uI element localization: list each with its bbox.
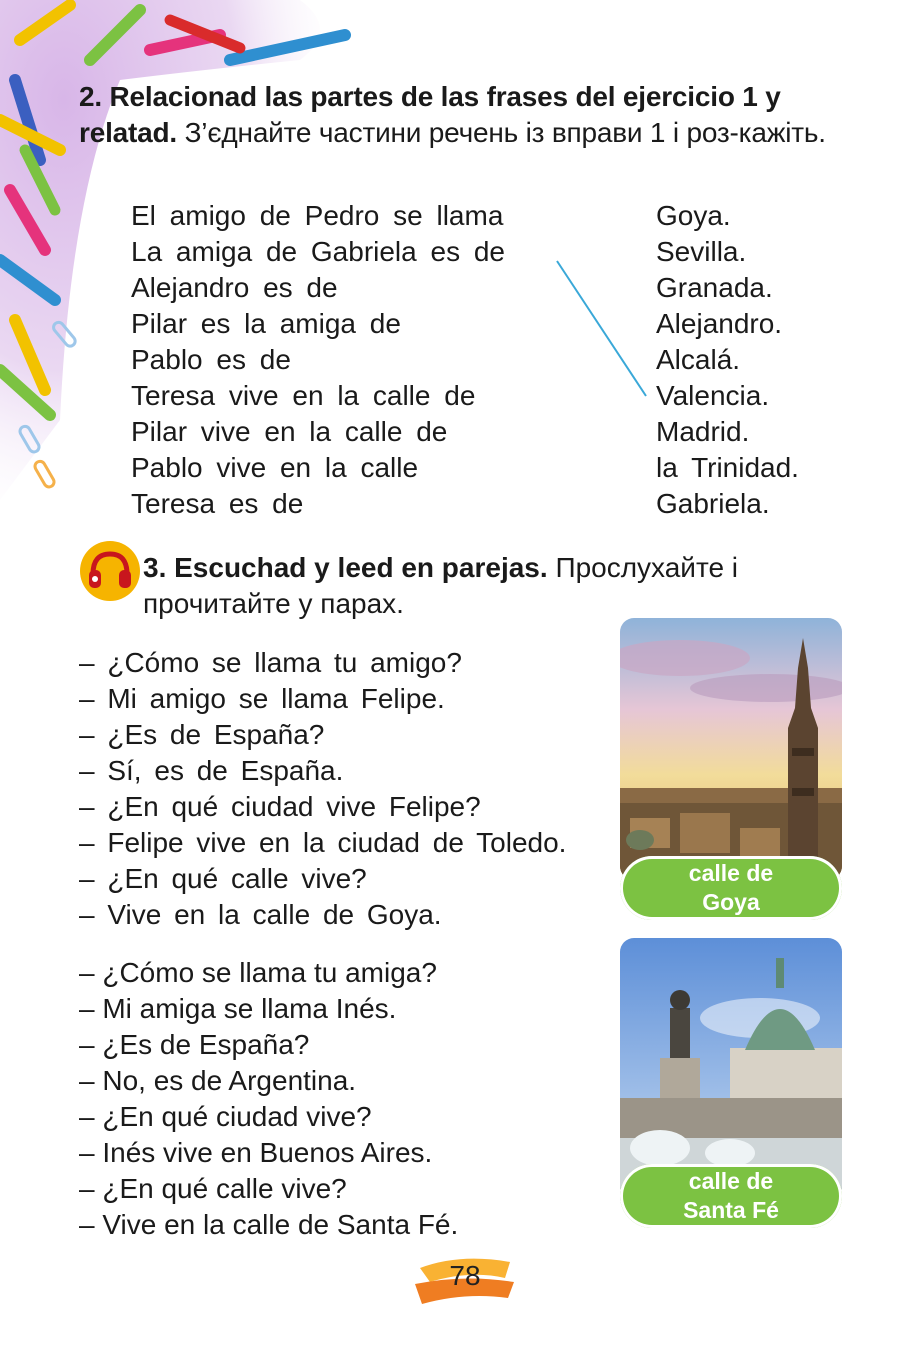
- caption-line: Goya: [702, 889, 760, 915]
- dialog-line: – ¿En qué calle vive?: [79, 863, 367, 894]
- sentence-beginning: Alejandro es de: [131, 272, 338, 303]
- exercise-3-title: 3. Escuchad y leed en parejas.: [143, 552, 548, 583]
- dialog-line: – Vive en la calle de Santa Fé.: [79, 1209, 459, 1240]
- sentence-ending[interactable]: Sevilla.: [656, 236, 747, 267]
- sentence-beginning: Teresa vive en la calle de: [131, 380, 476, 411]
- toledo-caption: [620, 856, 842, 920]
- dialog-felipe: [79, 645, 566, 933]
- caption-line: calle de: [688, 1168, 774, 1194]
- congress-building-image: [620, 938, 842, 1200]
- sentence-beginning: Teresa es de: [131, 488, 304, 519]
- dialog-line: – ¿Cómo se llama tu amigo?: [79, 647, 462, 678]
- dialog-ines: [79, 955, 458, 1243]
- dialog-line: – ¿En qué ciudad vive?: [79, 1101, 372, 1132]
- sentence-beginning: El amigo de Pedro se llama: [131, 200, 504, 231]
- sentence-ending[interactable]: Alejandro.: [656, 308, 783, 339]
- toledo-cathedral-image: [620, 618, 842, 880]
- dialog-line: – Inés vive en Buenos Aires.: [79, 1137, 433, 1168]
- sentence-ending[interactable]: Granada.: [656, 272, 773, 303]
- caption-line: Santa Fé: [683, 1197, 779, 1223]
- sentence-ending[interactable]: Goya.: [656, 200, 731, 231]
- sentence-beginning: Pablo vive en la calle: [131, 452, 419, 483]
- headphones-icon: [79, 540, 141, 602]
- page-number: 78: [449, 1260, 481, 1291]
- toledo-photo-card: [620, 618, 842, 915]
- dialog-line: – ¿En qué calle vive?: [79, 1173, 347, 1204]
- dialog-line: – No, es de Argentina.: [79, 1065, 357, 1096]
- sentence-ending[interactable]: Gabriela.: [656, 488, 770, 519]
- dialog-line: – ¿Cómo se llama tu amiga?: [79, 957, 437, 988]
- dialog-line: – Vive en la calle de Goya.: [79, 899, 442, 930]
- exercise-3-instruction: Прослухайте і прочитайте у парах.: [143, 552, 739, 619]
- dialog-line: – Mi amigo se llama Felipe.: [79, 683, 445, 714]
- dialog-line: – ¿Es de España?: [79, 1029, 310, 1060]
- dialog-line: – Sí, es de España.: [79, 755, 344, 786]
- sentence-beginning: Pilar es la amiga de: [131, 308, 401, 339]
- sentence-beginning: Pilar vive en la calle de: [131, 416, 448, 447]
- sentence-ending[interactable]: Madrid.: [656, 416, 750, 447]
- caption-line: calle de: [688, 860, 774, 886]
- page-number-badge: [410, 1248, 520, 1312]
- sentence-endings: [656, 198, 799, 522]
- exercise-2-heading: [79, 79, 849, 151]
- dialog-line: – ¿En qué ciudad vive Felipe?: [79, 791, 481, 822]
- exercise-2-title: 2. Relacionad las partes de las frases del ejercicio 1 y relatad.: [79, 81, 781, 148]
- buenos-aires-photo-card: [620, 938, 842, 1223]
- sentence-ending[interactable]: Alcalá.: [656, 344, 741, 375]
- sentence-ending[interactable]: la Trinidad.: [656, 452, 799, 483]
- dialog-line: – Mi amiga se llama Inés.: [79, 993, 397, 1024]
- dialog-line: – Felipe vive en la ciudad de Toledo.: [79, 827, 567, 858]
- sentence-ending[interactable]: Valencia.: [656, 380, 770, 411]
- sentence-beginnings: [131, 198, 505, 522]
- dialog-line: – ¿Es de España?: [79, 719, 325, 750]
- santa-fe-caption: [620, 1164, 842, 1228]
- sentence-beginning: La amiga de Gabriela es de: [131, 236, 505, 267]
- sentence-beginning: Pablo es de: [131, 344, 291, 375]
- exercise-2-instruction: З’єднайте частини речень із вправи 1 і роз-кажіть.: [184, 117, 826, 148]
- exercise-3-heading: [143, 550, 823, 622]
